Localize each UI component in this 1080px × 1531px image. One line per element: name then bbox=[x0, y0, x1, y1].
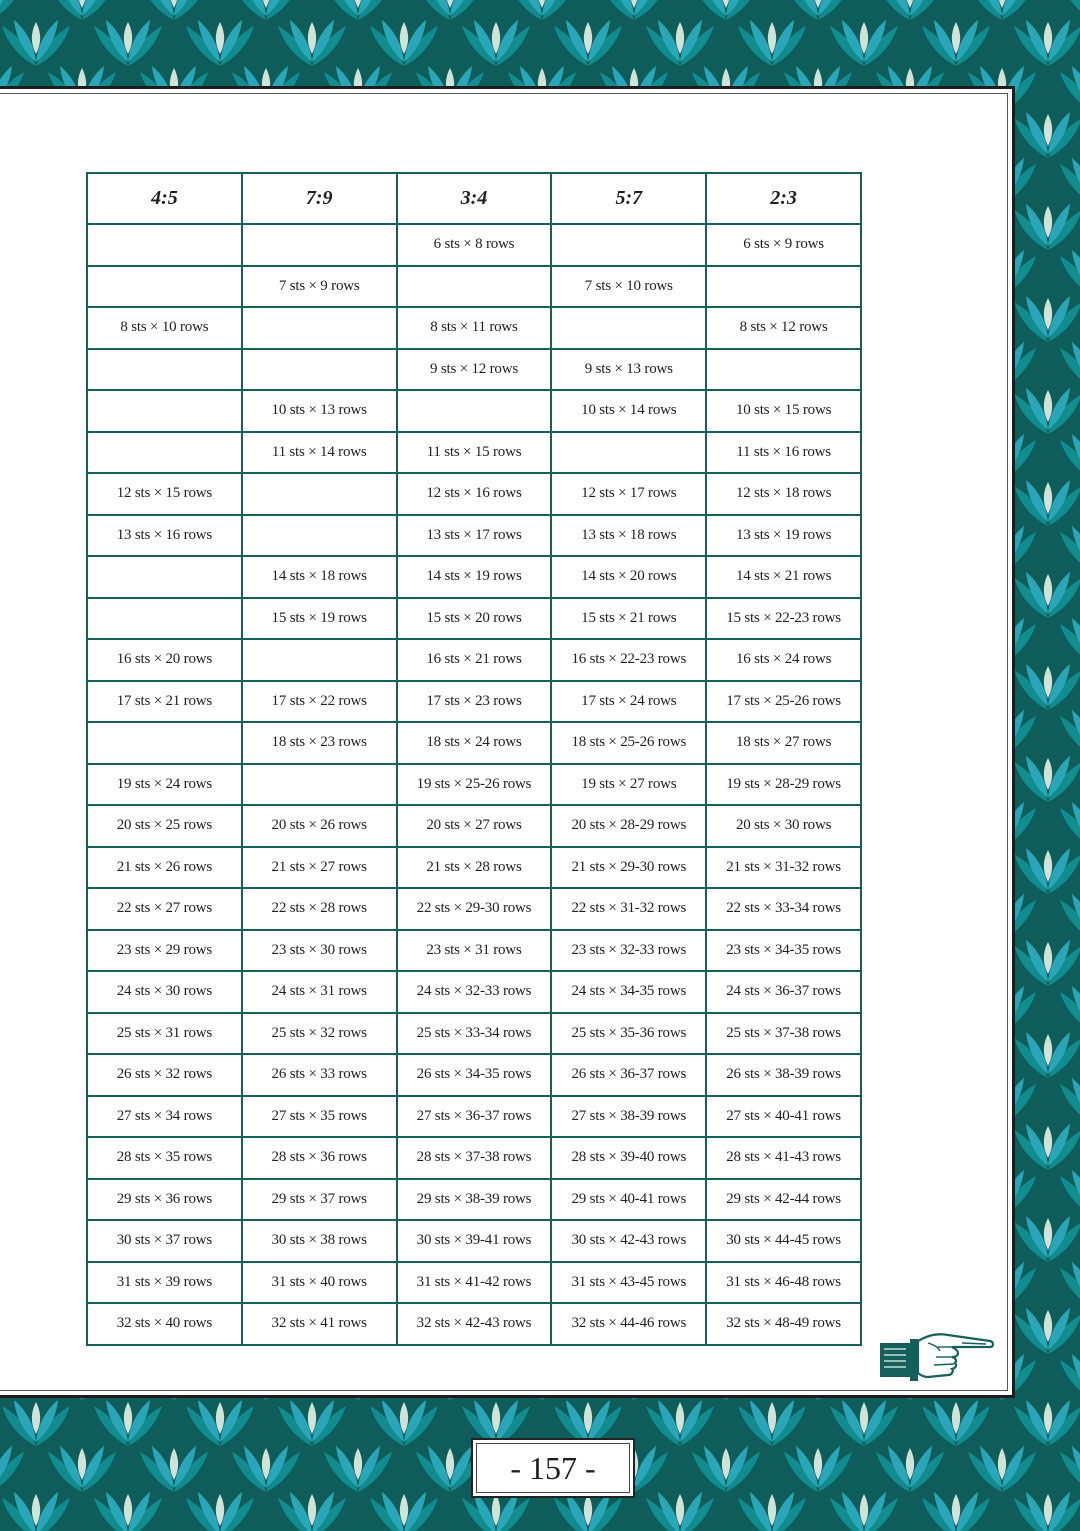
table-cell: 13 sts × 19 rows bbox=[706, 515, 861, 557]
table-cell: 30 sts × 39-41 rows bbox=[397, 1220, 552, 1262]
table-cell: 17 sts × 21 rows bbox=[87, 681, 242, 723]
table-cell: 26 sts × 38-39 rows bbox=[706, 1054, 861, 1096]
table-cell: 15 sts × 21 rows bbox=[551, 598, 706, 640]
table-cell: 21 sts × 26 rows bbox=[87, 847, 242, 889]
table-row bbox=[87, 432, 861, 474]
table-cell bbox=[397, 390, 552, 432]
table-cell bbox=[706, 266, 861, 308]
table-row bbox=[87, 722, 861, 764]
table-cell: 31 sts × 39 rows bbox=[87, 1262, 242, 1304]
table-cell bbox=[87, 598, 242, 640]
table-cell bbox=[242, 639, 397, 681]
table-cell: 31 sts × 41-42 rows bbox=[397, 1262, 552, 1304]
table-cell: 19 sts × 28-29 rows bbox=[706, 764, 861, 806]
table-cell: 8 sts × 11 rows bbox=[397, 307, 552, 349]
table-cell: 17 sts × 24 rows bbox=[551, 681, 706, 723]
table-cell bbox=[87, 349, 242, 391]
table-cell bbox=[706, 349, 861, 391]
table-cell: 17 sts × 25-26 rows bbox=[706, 681, 861, 723]
table-cell: 28 sts × 37-38 rows bbox=[397, 1137, 552, 1179]
table-cell: 8 sts × 10 rows bbox=[87, 307, 242, 349]
table-cell: 9 sts × 12 rows bbox=[397, 349, 552, 391]
table-cell: 32 sts × 44-46 rows bbox=[551, 1303, 706, 1345]
table-row bbox=[87, 598, 861, 640]
table-cell: 23 sts × 29 rows bbox=[87, 930, 242, 972]
table-cell: 29 sts × 40-41 rows bbox=[551, 1179, 706, 1221]
table-cell: 18 sts × 27 rows bbox=[706, 722, 861, 764]
table-row bbox=[87, 847, 861, 889]
table-cell: 12 sts × 15 rows bbox=[87, 473, 242, 515]
table-cell: 26 sts × 33 rows bbox=[242, 1054, 397, 1096]
header-ratio-7-9: 7:9 bbox=[242, 173, 397, 224]
table-cell bbox=[87, 432, 242, 474]
table-cell: 12 sts × 17 rows bbox=[551, 473, 706, 515]
table-cell: 29 sts × 37 rows bbox=[242, 1179, 397, 1221]
table-row bbox=[87, 224, 861, 266]
table-cell: 17 sts × 23 rows bbox=[397, 681, 552, 723]
table-cell: 11 sts × 15 rows bbox=[397, 432, 552, 474]
table-cell: 13 sts × 16 rows bbox=[87, 515, 242, 557]
table-header-row bbox=[87, 173, 861, 224]
table-cell: 24 sts × 32-33 rows bbox=[397, 971, 552, 1013]
table-cell bbox=[242, 473, 397, 515]
table-row bbox=[87, 971, 861, 1013]
table-cell: 14 sts × 18 rows bbox=[242, 556, 397, 598]
table-cell: 8 sts × 12 rows bbox=[706, 307, 861, 349]
table-cell bbox=[551, 432, 706, 474]
table-cell: 30 sts × 37 rows bbox=[87, 1220, 242, 1262]
table-cell: 31 sts × 40 rows bbox=[242, 1262, 397, 1304]
table-cell: 22 sts × 28 rows bbox=[242, 888, 397, 930]
table-cell: 16 sts × 22-23 rows bbox=[551, 639, 706, 681]
table-cell: 10 sts × 13 rows bbox=[242, 390, 397, 432]
table-row bbox=[87, 1096, 861, 1138]
table-cell: 14 sts × 19 rows bbox=[397, 556, 552, 598]
table-cell: 23 sts × 31 rows bbox=[397, 930, 552, 972]
table-cell: 27 sts × 34 rows bbox=[87, 1096, 242, 1138]
table-row bbox=[87, 639, 861, 681]
table-cell bbox=[397, 266, 552, 308]
table-cell: 16 sts × 20 rows bbox=[87, 639, 242, 681]
table-cell: 10 sts × 15 rows bbox=[706, 390, 861, 432]
table-cell: 25 sts × 35-36 rows bbox=[551, 1013, 706, 1055]
table-cell: 32 sts × 42-43 rows bbox=[397, 1303, 552, 1345]
table-cell: 24 sts × 34-35 rows bbox=[551, 971, 706, 1013]
table-cell: 24 sts × 30 rows bbox=[87, 971, 242, 1013]
table-cell: 30 sts × 44-45 rows bbox=[706, 1220, 861, 1262]
table-cell: 21 sts × 29-30 rows bbox=[551, 847, 706, 889]
header-ratio-3-4: 3:4 bbox=[397, 173, 552, 224]
table-cell: 6 sts × 8 rows bbox=[397, 224, 552, 266]
table-cell: 13 sts × 17 rows bbox=[397, 515, 552, 557]
table-cell: 19 sts × 25-26 rows bbox=[397, 764, 552, 806]
table-row bbox=[87, 1303, 861, 1345]
table-row bbox=[87, 681, 861, 723]
table-cell bbox=[87, 224, 242, 266]
table-cell: 27 sts × 40-41 rows bbox=[706, 1096, 861, 1138]
table-row bbox=[87, 307, 861, 349]
table-cell bbox=[242, 515, 397, 557]
table-cell: 19 sts × 24 rows bbox=[87, 764, 242, 806]
pointing-hand-icon bbox=[878, 1325, 998, 1383]
table-cell: 15 sts × 22-23 rows bbox=[706, 598, 861, 640]
table-row bbox=[87, 473, 861, 515]
table-cell: 26 sts × 32 rows bbox=[87, 1054, 242, 1096]
table-cell: 27 sts × 36-37 rows bbox=[397, 1096, 552, 1138]
table-cell: 22 sts × 33-34 rows bbox=[706, 888, 861, 930]
table-cell: 25 sts × 32 rows bbox=[242, 1013, 397, 1055]
table-cell: 22 sts × 31-32 rows bbox=[551, 888, 706, 930]
page-number-box bbox=[471, 1438, 635, 1498]
table-cell: 28 sts × 35 rows bbox=[87, 1137, 242, 1179]
table-cell: 23 sts × 32-33 rows bbox=[551, 930, 706, 972]
table-row bbox=[87, 349, 861, 391]
table-cell: 32 sts × 48-49 rows bbox=[706, 1303, 861, 1345]
table-row bbox=[87, 266, 861, 308]
table-cell bbox=[242, 764, 397, 806]
table-cell: 20 sts × 27 rows bbox=[397, 805, 552, 847]
table-cell: 32 sts × 41 rows bbox=[242, 1303, 397, 1345]
table-cell: 11 sts × 16 rows bbox=[706, 432, 861, 474]
table-cell: 6 sts × 9 rows bbox=[706, 224, 861, 266]
table-row bbox=[87, 764, 861, 806]
table-cell: 29 sts × 36 rows bbox=[87, 1179, 242, 1221]
table-cell: 31 sts × 46-48 rows bbox=[706, 1262, 861, 1304]
table-cell bbox=[551, 307, 706, 349]
table-cell: 20 sts × 25 rows bbox=[87, 805, 242, 847]
table-row bbox=[87, 1220, 861, 1262]
table-cell: 19 sts × 27 rows bbox=[551, 764, 706, 806]
table-cell: 29 sts × 38-39 rows bbox=[397, 1179, 552, 1221]
table-cell: 32 sts × 40 rows bbox=[87, 1303, 242, 1345]
header-ratio-4-5: 4:5 bbox=[87, 173, 242, 224]
table-cell: 22 sts × 29-30 rows bbox=[397, 888, 552, 930]
table-cell: 7 sts × 10 rows bbox=[551, 266, 706, 308]
table-cell: 21 sts × 28 rows bbox=[397, 847, 552, 889]
page-number: - 157 - bbox=[510, 1449, 596, 1486]
table-cell: 16 sts × 21 rows bbox=[397, 639, 552, 681]
table-row bbox=[87, 1137, 861, 1179]
table-cell bbox=[242, 307, 397, 349]
table-cell: 20 sts × 26 rows bbox=[242, 805, 397, 847]
gauge-conversion-table bbox=[86, 172, 862, 1346]
table-cell: 28 sts × 39-40 rows bbox=[551, 1137, 706, 1179]
table-cell bbox=[551, 224, 706, 266]
table-cell: 25 sts × 33-34 rows bbox=[397, 1013, 552, 1055]
table-row bbox=[87, 1262, 861, 1304]
table-row bbox=[87, 1013, 861, 1055]
table-cell: 18 sts × 24 rows bbox=[397, 722, 552, 764]
table-cell bbox=[242, 349, 397, 391]
table-cell bbox=[87, 390, 242, 432]
table-cell: 14 sts × 21 rows bbox=[706, 556, 861, 598]
table-cell bbox=[87, 722, 242, 764]
table-cell: 11 sts × 14 rows bbox=[242, 432, 397, 474]
table-row bbox=[87, 1054, 861, 1096]
table-cell: 20 sts × 28-29 rows bbox=[551, 805, 706, 847]
table-cell: 21 sts × 31-32 rows bbox=[706, 847, 861, 889]
table-cell: 26 sts × 34-35 rows bbox=[397, 1054, 552, 1096]
table-cell: 24 sts × 31 rows bbox=[242, 971, 397, 1013]
table-cell: 24 sts × 36-37 rows bbox=[706, 971, 861, 1013]
table-cell: 23 sts × 34-35 rows bbox=[706, 930, 861, 972]
table-cell: 18 sts × 25-26 rows bbox=[551, 722, 706, 764]
table-cell: 18 sts × 23 rows bbox=[242, 722, 397, 764]
table-cell: 14 sts × 20 rows bbox=[551, 556, 706, 598]
table-cell: 30 sts × 42-43 rows bbox=[551, 1220, 706, 1262]
table-cell: 23 sts × 30 rows bbox=[242, 930, 397, 972]
table-cell: 30 sts × 38 rows bbox=[242, 1220, 397, 1262]
table-row bbox=[87, 888, 861, 930]
table-cell: 15 sts × 19 rows bbox=[242, 598, 397, 640]
table-cell: 29 sts × 42-44 rows bbox=[706, 1179, 861, 1221]
table-cell: 9 sts × 13 rows bbox=[551, 349, 706, 391]
table-cell: 27 sts × 35 rows bbox=[242, 1096, 397, 1138]
table-cell: 7 sts × 9 rows bbox=[242, 266, 397, 308]
table-cell: 21 sts × 27 rows bbox=[242, 847, 397, 889]
table-cell: 28 sts × 41-43 rows bbox=[706, 1137, 861, 1179]
table-cell: 31 sts × 43-45 rows bbox=[551, 1262, 706, 1304]
header-ratio-2-3: 2:3 bbox=[706, 173, 861, 224]
table-cell: 28 sts × 36 rows bbox=[242, 1137, 397, 1179]
header-ratio-5-7: 5:7 bbox=[551, 173, 706, 224]
table-cell: 22 sts × 27 rows bbox=[87, 888, 242, 930]
table-cell: 12 sts × 18 rows bbox=[706, 473, 861, 515]
table-row bbox=[87, 556, 861, 598]
table-cell: 27 sts × 38-39 rows bbox=[551, 1096, 706, 1138]
table-row bbox=[87, 390, 861, 432]
table-cell: 16 sts × 24 rows bbox=[706, 639, 861, 681]
table-cell: 26 sts × 36-37 rows bbox=[551, 1054, 706, 1096]
table-cell: 20 sts × 30 rows bbox=[706, 805, 861, 847]
table-cell bbox=[242, 224, 397, 266]
table-cell: 12 sts × 16 rows bbox=[397, 473, 552, 515]
table-row bbox=[87, 515, 861, 557]
table-cell bbox=[87, 556, 242, 598]
table-cell: 13 sts × 18 rows bbox=[551, 515, 706, 557]
table-cell: 25 sts × 31 rows bbox=[87, 1013, 242, 1055]
table-row bbox=[87, 1179, 861, 1221]
table-cell: 15 sts × 20 rows bbox=[397, 598, 552, 640]
table-cell bbox=[87, 266, 242, 308]
table-row bbox=[87, 805, 861, 847]
table-cell: 17 sts × 22 rows bbox=[242, 681, 397, 723]
table-cell: 25 sts × 37-38 rows bbox=[706, 1013, 861, 1055]
table-cell: 10 sts × 14 rows bbox=[551, 390, 706, 432]
table-row bbox=[87, 930, 861, 972]
